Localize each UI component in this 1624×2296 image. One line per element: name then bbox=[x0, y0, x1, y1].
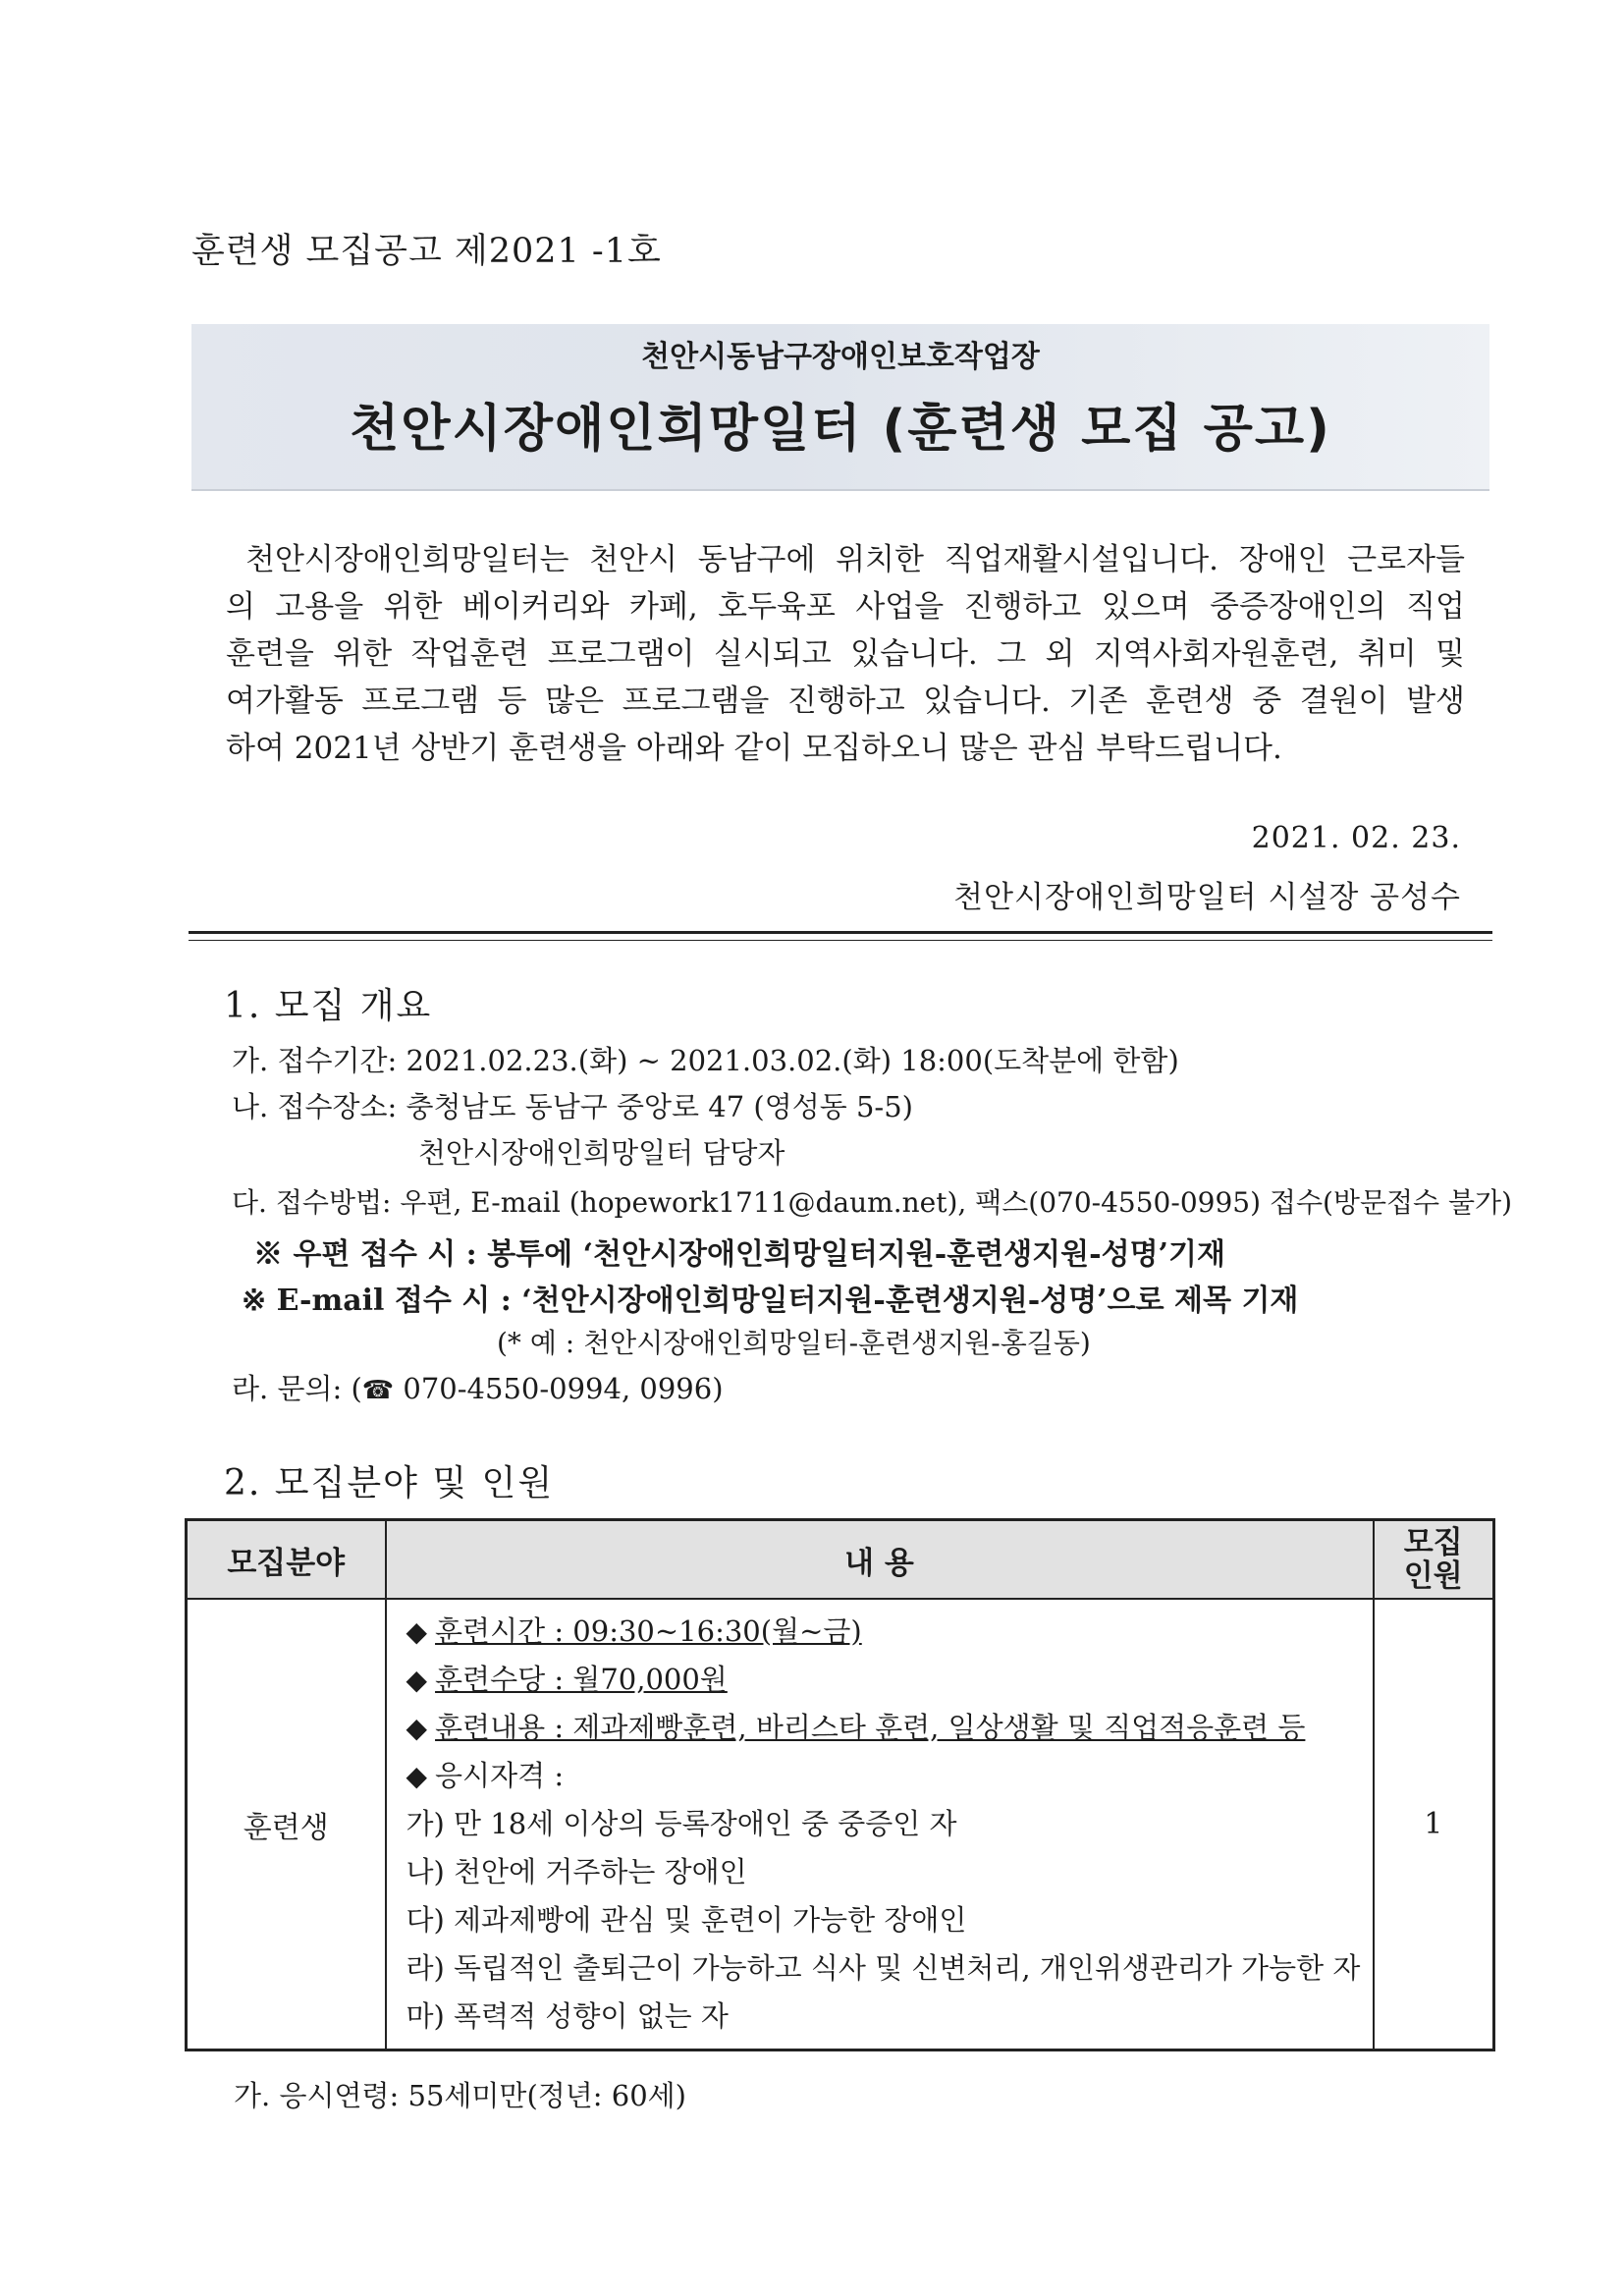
overview-period: 가. 접수기간: 2021.02.23.(화) ~ 2021.03.02.(화) 18:00(도착분에 한함) bbox=[232, 1044, 1179, 1077]
diamond-bullet-icon: ◆ bbox=[406, 1615, 428, 1648]
diamond-bullet-icon: ◆ bbox=[406, 1712, 428, 1744]
overview-place-contact: 천안시장애인희망일터 담당자 bbox=[418, 1136, 785, 1170]
diamond-bullet-icon: ◆ bbox=[406, 1664, 428, 1696]
recruit-table bbox=[185, 1518, 1495, 2051]
overview-inquiry bbox=[232, 1367, 724, 1407]
header-field: 모집분야 bbox=[187, 1520, 386, 1600]
email-example: (* 예 : 천안시장애인희망일터-훈련생지원-홍길동) bbox=[497, 1327, 1091, 1359]
content-line: ◆ 훈련시간 : 09:30~16:30(월~금) bbox=[406, 1614, 862, 1648]
intro-paragraph bbox=[226, 536, 1465, 772]
intro-line: 여가활동 프로그램 등 많은 프로그램을 진행하고 있습니다. 기존 훈련생 중 결원이 발생 bbox=[226, 683, 1465, 719]
field-cell: 훈련생 bbox=[187, 1599, 386, 2050]
content-line: 마) 폭력적 성향이 없는 자 bbox=[406, 1999, 729, 2033]
diamond-bullet-icon: ◆ bbox=[406, 1760, 428, 1792]
content-line: 나) 천안에 거주하는 장애인 bbox=[406, 1855, 747, 1888]
table-header-row bbox=[187, 1520, 1494, 1600]
header-count-line2: 인원 bbox=[1403, 1558, 1463, 1594]
banner-subtitle: 천안시동남구장애인보호작업장 bbox=[641, 340, 1040, 374]
content-line: ◆ 훈련수당 : 월70,000원 bbox=[406, 1663, 728, 1696]
intro-line: 훈련을 위한 작업훈련 프로그램이 실시되고 있습니다. 그 외 지역사회자원훈련, 취미 및 bbox=[226, 636, 1465, 672]
overview-method: 다. 접수방법: 우편, E-mail (hopework1711@daum.net), 팩스(070-4550-0995) 접수(방문접수 불가) bbox=[232, 1186, 1513, 1219]
divider-thick bbox=[189, 931, 1492, 934]
mail-notice: ※ 우편 접수 시 : 봉투에 ‘천안시장애인희망일터지원-훈련생지원-성명’기재 bbox=[253, 1237, 1225, 1272]
count-cell: 1 bbox=[1374, 1599, 1494, 2050]
overview-place: 나. 접수장소: 충청남도 동남구 중앙로 47 (영성동 5-5) bbox=[232, 1090, 913, 1123]
content-line: ◆ 응시자격 : bbox=[406, 1759, 565, 1792]
header-content: 내 용 bbox=[386, 1520, 1374, 1600]
content-line: 가) 만 18세 이상의 등록장애인 중 중증인 자 bbox=[406, 1807, 957, 1840]
intro-line: 천안시장애인희망일터는 천안시 동남구에 위치한 직업재활시설입니다. 장애인 근로자들 bbox=[245, 542, 1465, 577]
header-count bbox=[1374, 1520, 1494, 1600]
divider-thin bbox=[189, 940, 1492, 941]
intro-line: 하여 2021년 상반기 훈련생을 아래와 같이 모집하오니 많은 관심 부탁드립니다. bbox=[226, 731, 1282, 766]
notice-date: 2021. 02. 23. bbox=[1251, 821, 1461, 855]
age-requirement: 가. 응시연령: 55세미만(정년: 60세) bbox=[234, 2079, 686, 2112]
header-count-line1: 모집 bbox=[1403, 1525, 1463, 1560]
intro-line: 의 고용을 위한 베이커리와 카페, 호두육포 사업을 진행하고 있으며 중증장애인의 직업 bbox=[226, 589, 1465, 625]
table-row bbox=[187, 1599, 1494, 2050]
inquiry-prefix: 라. 문의: ( bbox=[232, 1372, 362, 1405]
phone-icon: ☎ bbox=[361, 1376, 395, 1405]
title-banner bbox=[191, 324, 1489, 491]
content-line: 라) 독립적인 출퇴근이 가능하고 식사 및 신변처리, 개인위생관리가 가능한 자 bbox=[406, 1951, 1361, 1985]
notice-number: 훈련생 모집공고 제2021 -1호 bbox=[191, 232, 662, 271]
signer: 천안시장애인희망일터 시설장 공성수 bbox=[953, 880, 1461, 915]
section1-heading: 1. 모집 개요 bbox=[224, 986, 433, 1026]
content-line: ◆ 훈련내용 : 제과제빵훈련, 바리스타 훈련, 일상생활 및 직업적응훈련 등 bbox=[406, 1711, 1306, 1744]
section2-heading: 2. 모집분야 및 인원 bbox=[224, 1463, 555, 1503]
banner-title: 천안시장애인희망일터 (훈련생 모집 공고) bbox=[350, 400, 1331, 459]
content-line: 다) 제과제빵에 관심 및 훈련이 가능한 장애인 bbox=[406, 1903, 967, 1937]
email-notice: ※ E-mail 접수 시 : ‘천안시장애인희망일터지원-훈련생지원-성명’으로 제목 기재 bbox=[242, 1284, 1299, 1318]
content-cell bbox=[386, 1599, 1374, 2050]
inquiry-phone: 070-4550-0994, 0996) bbox=[394, 1372, 724, 1405]
